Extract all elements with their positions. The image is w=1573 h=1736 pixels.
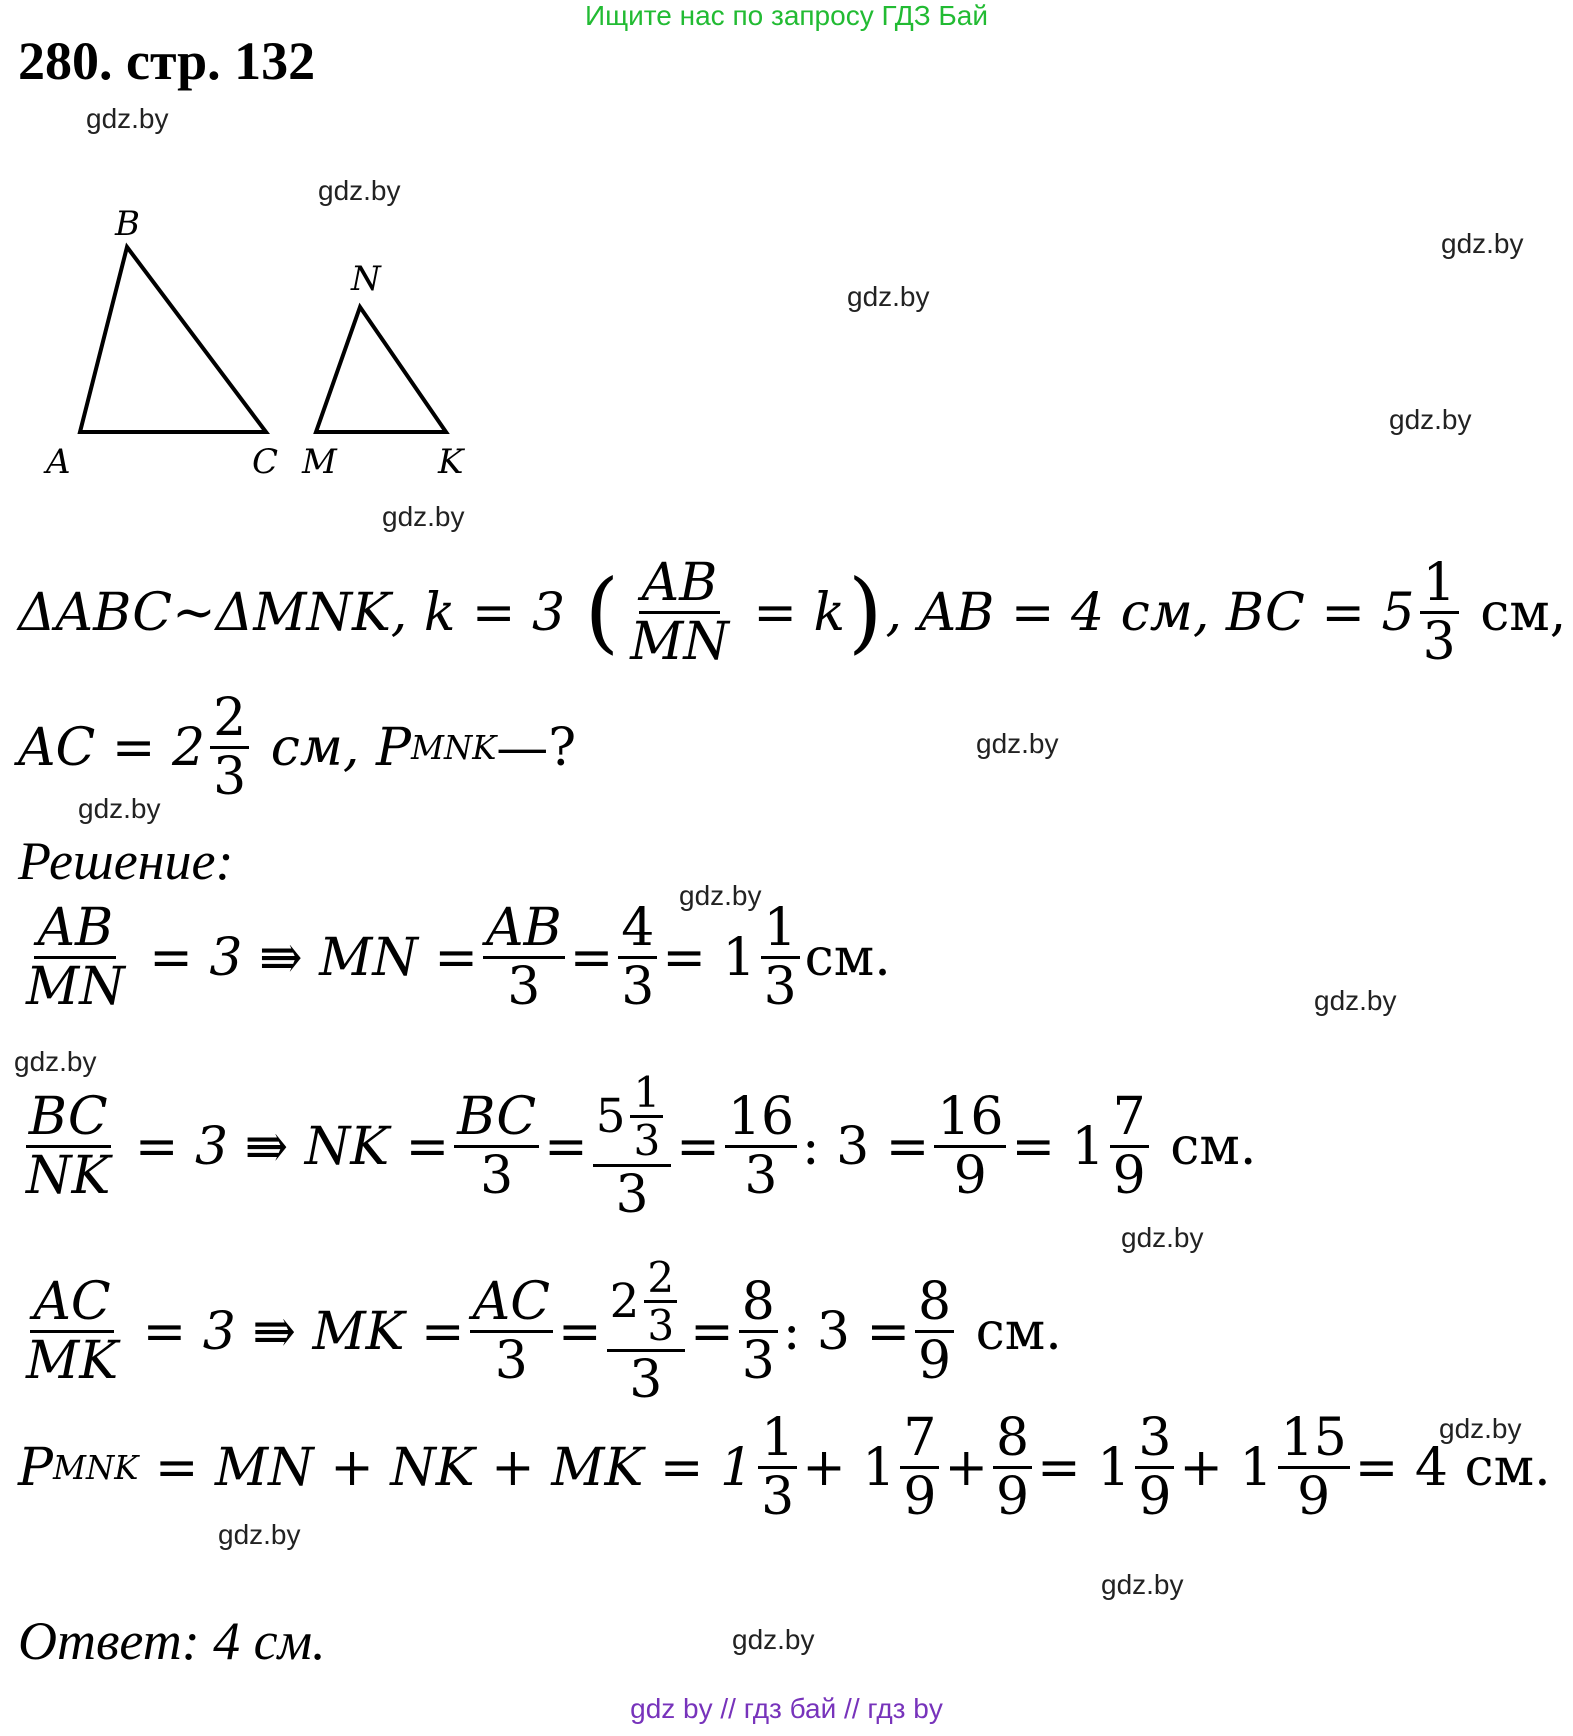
vertex-label: C [252, 442, 279, 482]
watermark: gdz.by [976, 728, 1059, 759]
watermark: gdz.by [1121, 1222, 1204, 1253]
watermark: gdz.by [382, 501, 465, 532]
expr: = 1 [662, 927, 756, 988]
solution-line-3 [18, 1255, 1062, 1408]
expr: = [676, 1116, 720, 1177]
watermark: gdz.by [78, 793, 161, 824]
complex-fraction: 2 $\frac{2}{3}$ 3 [607, 1255, 686, 1408]
fraction: $\frac{AC}{3}$ [470, 1274, 553, 1389]
watermark: gdz.by [847, 281, 930, 312]
unit: см. [975, 1301, 1062, 1362]
expr: = [557, 1301, 602, 1362]
unit: см. [1170, 1116, 1257, 1177]
vertex-label: K [438, 442, 464, 482]
vertex-label: N [351, 259, 381, 299]
vertex-label: A [46, 442, 71, 482]
fraction: $\frac{AB}{MN}$ [630, 553, 729, 673]
fraction: $\frac{8}{9}$ [993, 1410, 1032, 1525]
subscript: MNK [53, 1448, 139, 1487]
given-unit-p: см, P [270, 717, 411, 778]
watermark: gdz.by [1439, 1413, 1522, 1444]
fraction: $\frac{AB}{3}$ [483, 900, 565, 1015]
expr: + 1 [1179, 1437, 1273, 1498]
fraction: $\frac{2}{3}$ [210, 690, 249, 805]
fraction: $\frac{4}{3}$ [618, 900, 657, 1015]
paren-open: ( [584, 560, 620, 664]
fraction: $\frac{AB}{MN}$ [26, 898, 125, 1018]
fraction: $\frac{3}{9}$ [1135, 1410, 1174, 1525]
fraction: $\frac{8}{3}$ [739, 1274, 778, 1389]
subscript: MNK [410, 728, 497, 767]
expr: = [569, 927, 614, 988]
answer: Ответ: 4 см. [18, 1611, 326, 1671]
paren-close: ) [848, 560, 883, 664]
complex-fraction: 5 $\frac{1}{3}$ 3 [593, 1070, 672, 1223]
expr: = 3 ⇛ MN = [149, 927, 478, 988]
vertex-label: B [115, 204, 140, 244]
watermark: gdz.by [1314, 985, 1397, 1016]
fraction: $\frac{1}{3}$ [758, 1410, 797, 1525]
expr: = MN + NK + MK = 1 [154, 1437, 754, 1498]
watermark: gdz.by [732, 1624, 815, 1655]
perimeter-symbol: P [18, 1437, 53, 1498]
fraction: $\frac{BC}{3}$ [454, 1089, 539, 1204]
expr: = 3 ⇛ MK = [142, 1301, 465, 1362]
solution-line-4 [18, 1408, 1551, 1528]
solution-line-2 [18, 1070, 1256, 1223]
watermark: gdz.by [1441, 228, 1524, 259]
unit: см. [804, 927, 891, 988]
expr: = 1 [1037, 1437, 1131, 1498]
solution-line-1 [18, 898, 891, 1018]
fraction: $\frac{1}{3}$ [1420, 555, 1459, 670]
watermark: gdz.by [1101, 1569, 1184, 1600]
watermark: gdz.by [14, 1046, 97, 1077]
triangle-abc [80, 247, 266, 432]
triangles-figure [0, 190, 520, 490]
fraction: $\frac{8}{9}$ [915, 1274, 954, 1389]
solution-heading: Решение: [18, 831, 234, 891]
expr: = [544, 1116, 588, 1177]
fraction: $\frac{1}{3}$ [761, 900, 800, 1015]
watermark: gdz.by [218, 1519, 301, 1550]
find-mark: —? [496, 717, 577, 778]
expr: : 3 = [782, 1301, 911, 1362]
watermark: gdz.by [679, 880, 762, 911]
fraction: $\frac{15}{9}$ [1278, 1410, 1350, 1525]
expr: + [944, 1437, 989, 1498]
expr: + 1 [802, 1437, 896, 1498]
fraction: $\frac{7}{9}$ [1110, 1089, 1149, 1204]
given-line-1 [18, 553, 1567, 673]
page-title: 280. стр. 132 [18, 31, 316, 91]
expr: : 3 = [802, 1116, 930, 1177]
watermark: gdz.by [86, 103, 169, 134]
fraction: $\frac{BC}{NK}$ [26, 1086, 111, 1207]
search-banner[interactable]: Ищите нас по запросу ГДЗ Бай [584, 0, 989, 31]
given-line-2 [18, 688, 577, 808]
vertex-label: M [302, 442, 337, 482]
expr: = 1 [1011, 1116, 1105, 1177]
given-k-eq: = k [753, 582, 846, 643]
fraction: $\frac{7}{9}$ [900, 1410, 939, 1525]
fraction: $\frac{16}{9}$ [934, 1089, 1006, 1204]
watermark: gdz.by [1389, 404, 1472, 435]
fraction: $\frac{AC}{MK}$ [26, 1271, 119, 1392]
watermark: gdz.by [318, 175, 401, 206]
expr: = [690, 1301, 734, 1362]
fraction: $\frac{16}{3}$ [725, 1089, 797, 1204]
given-ac: AC = 2 [18, 717, 206, 778]
given-k: k = 3 [423, 582, 566, 643]
footer-links[interactable]: gdz by // гдз бай // гдз by [630, 1693, 943, 1724]
given-similarity: ΔABC~ΔMNK, [18, 582, 408, 643]
expr: = 4 см. [1354, 1437, 1551, 1498]
expr: = 3 ⇛ NK = [134, 1116, 450, 1177]
triangle-mnk [316, 307, 446, 432]
unit: см, [1480, 582, 1567, 643]
given-sides: , AB = 4 см, BC = 5 [885, 582, 1415, 643]
